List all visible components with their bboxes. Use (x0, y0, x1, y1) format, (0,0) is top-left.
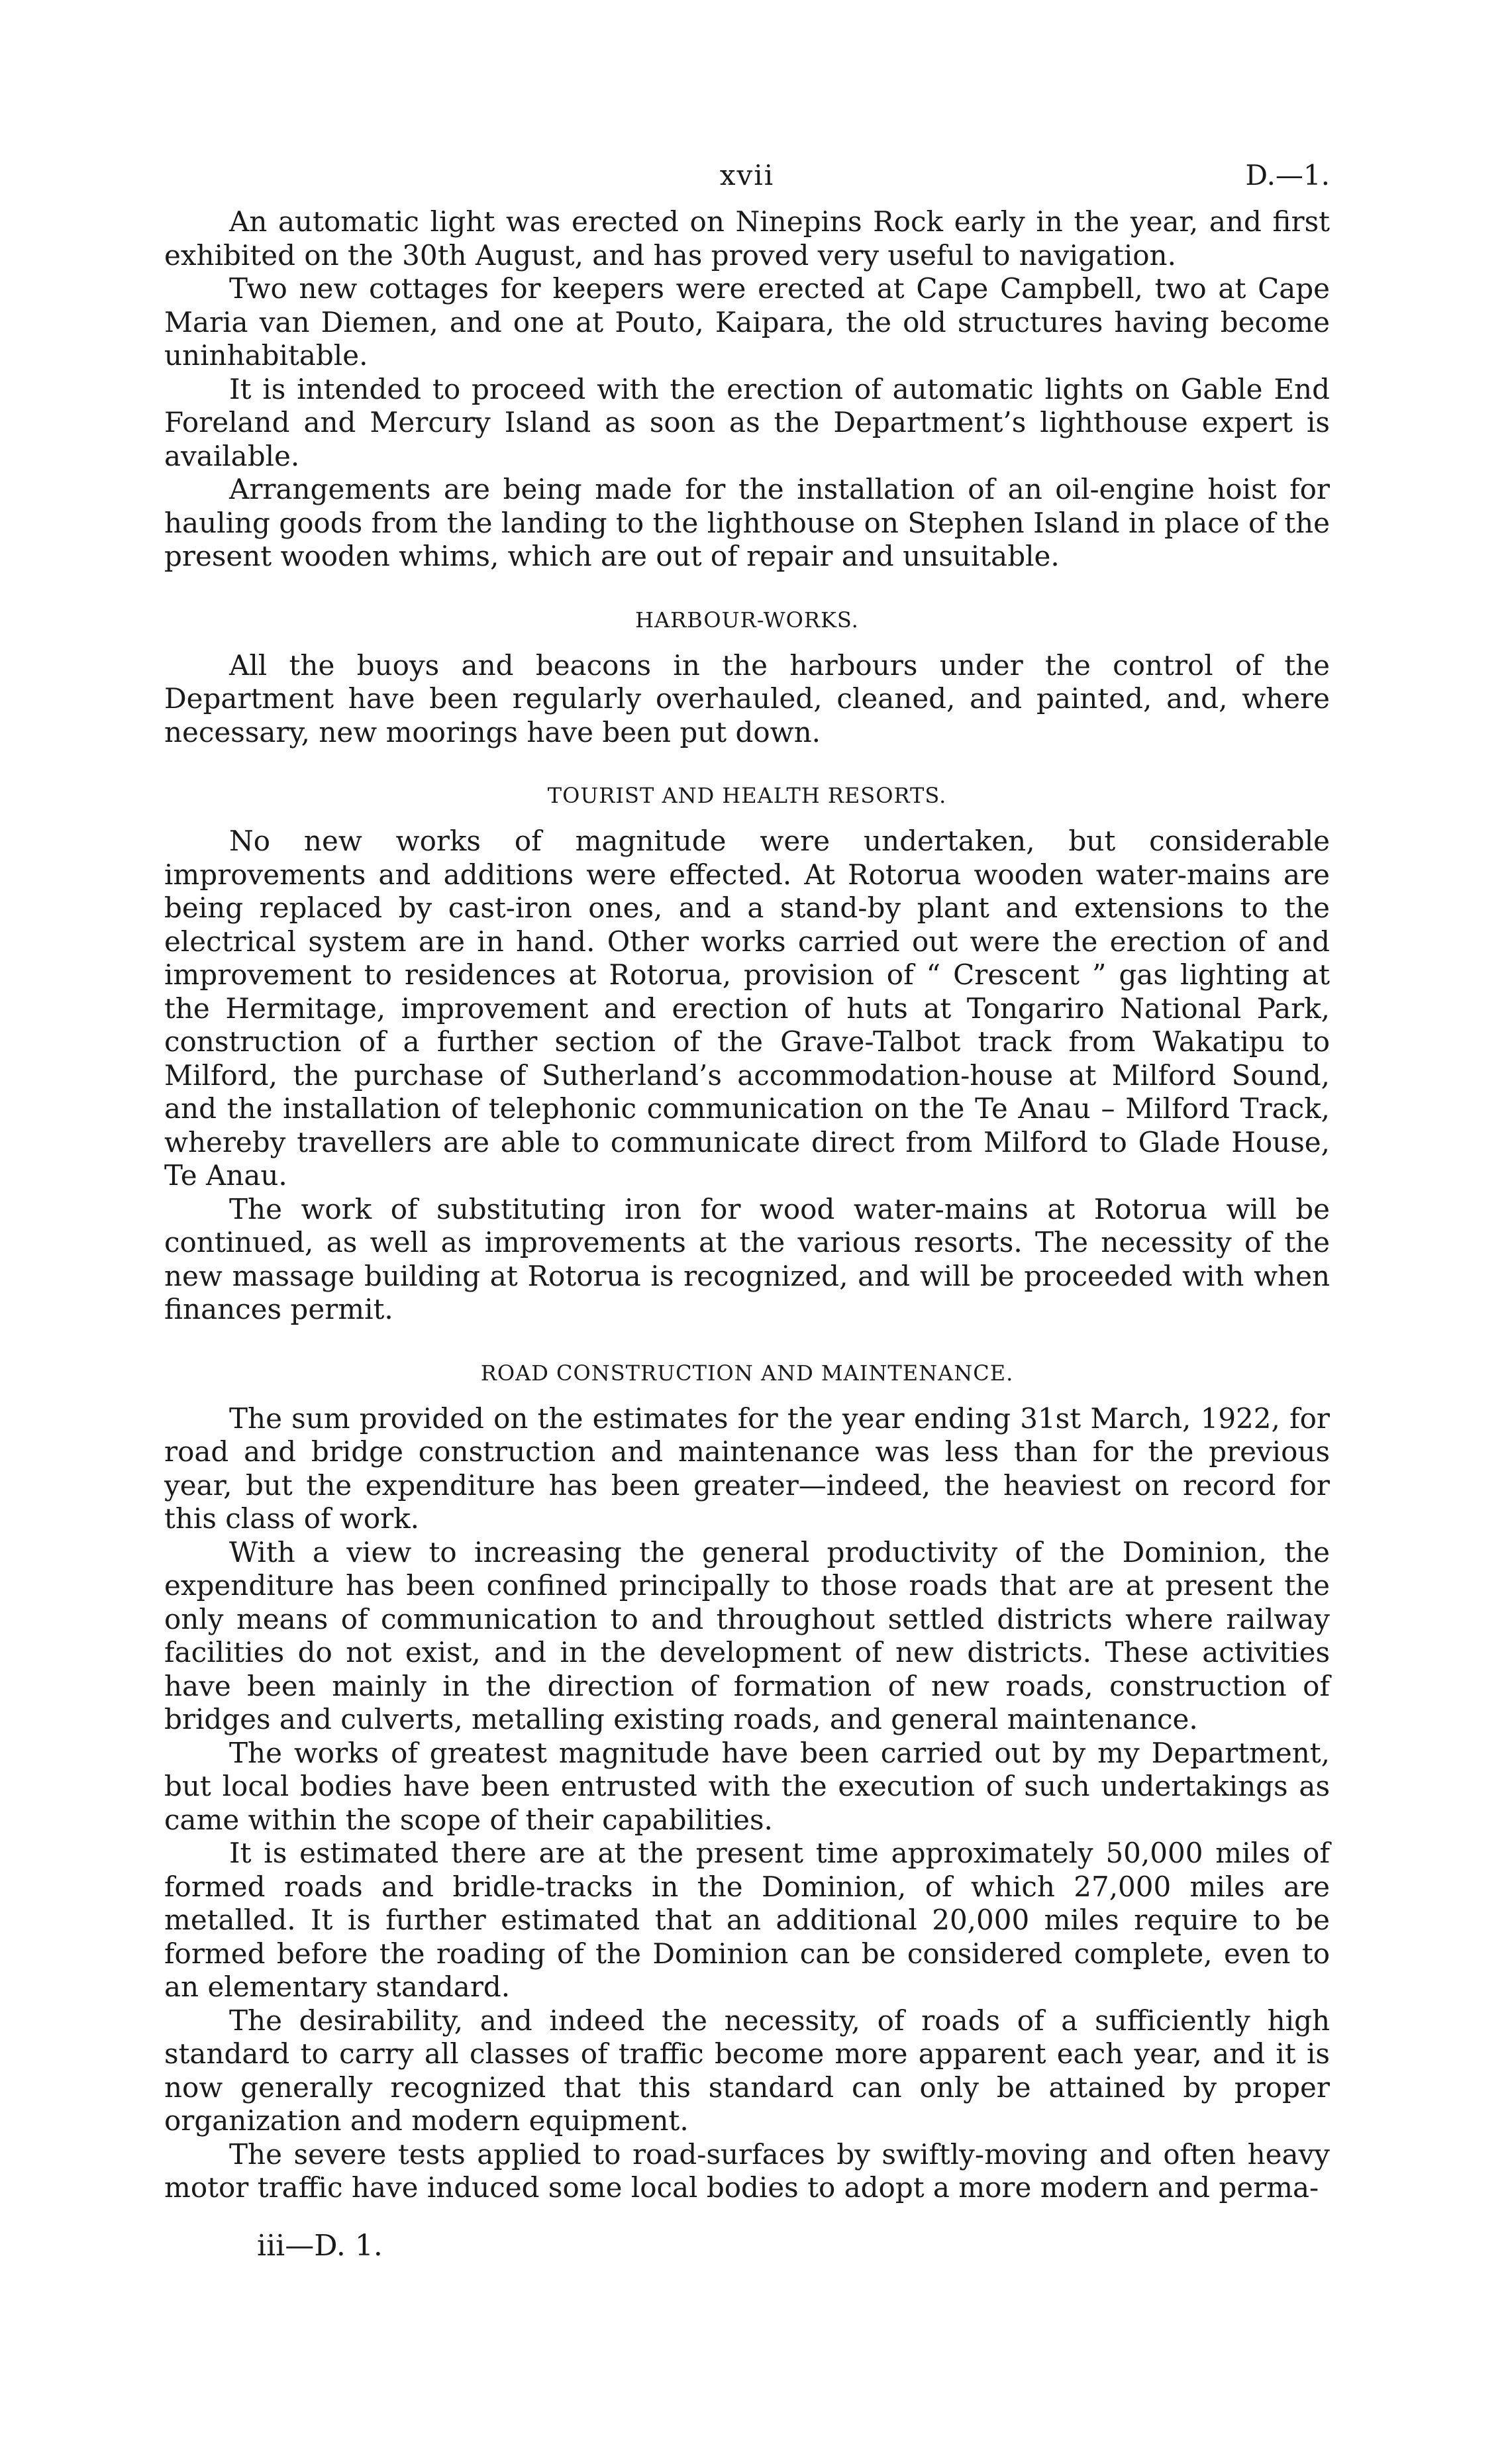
section-heading: HARBOUR-WORKS. (635, 607, 859, 633)
section-heading: ROAD CONSTRUCTION AND MAINTENANCE. (480, 1360, 1014, 1386)
paragraph: The works of greatest magnitude have been carried out by my Department, but local bodies have been entrusted with the execution of such undertakings as came within the scope of their capabilities. (164, 1736, 1330, 1836)
paragraph: All the buoys and beacons in the harbours under the control of the Department have been regularly overhauled, cleaned, and painted, and, where necessary, new moorings have been put down. (164, 648, 1330, 748)
paragraph: The sum provided on the estimates for the year ending 31st March, 1922, for road and bridge construction and maintenance was less than for the previous year, but the expenditure has been greater—indeed, the heaviest on record for this class of work. (164, 1402, 1330, 1535)
page-header (164, 159, 1330, 205)
paragraph: The desirability, and indeed the necessity, of roads of a sufficiently high standard to carry all classes of traffic become more apparent each year, and it is now generally recognized that this standard can only be attained by proper organization and modern equipment. (164, 2004, 1330, 2137)
tourist-resorts-section (164, 782, 1330, 1327)
harbour-works-section (164, 607, 1330, 750)
road-construction-section (164, 1360, 1330, 2205)
document-page (164, 159, 1330, 2305)
lighthouse-section (164, 205, 1330, 574)
paragraph: With a view to increasing the general productivity of the Dominion, the expenditure has been confined principally to those roads that are at present the only means of communication to and throughout settled districts where railway facilities do not exist, and in the development of new districts. These activities have been mainly in the direction of formation of new roads, construction of bridges and culverts, metalling existing roads, and general maintenance. (164, 1535, 1330, 1735)
paragraph: Arrangements are being made for the installation of an oil-engine hoist for hauling goods from the landing to the lighthouse on Stephen Island in place of the present wooden whims, which are out of repair and unsuitable. (164, 473, 1330, 572)
paragraph: An automatic light was erected on Ninepins Rock early in the year, and first exhibited on the 30th August, and has proved very useful to navigation. (164, 205, 1330, 272)
document-reference: D.—1. (1245, 159, 1330, 191)
paragraph: Two new cottages for keepers were erected at Cape Campbell, two at Cape Maria van Diemen, and one at Pouto, Kaipara, the old structures having become uninhabitable. (164, 272, 1330, 372)
paragraph: It is intended to proceed with the erection of automatic lights on Gable End Foreland and Mercury Island as soon as the Department’s lighthouse expert is available. (164, 372, 1330, 472)
section-heading: TOURIST AND HEALTH RESORTS. (547, 783, 947, 808)
page-number: xvii (719, 159, 775, 191)
paragraph: No new works of magnitude were undertaken, but considerable improvements and additions were effected. At Rotorua wooden water-mains are being replaced by cast-iron ones, and a stand-by plant and extensions to the electrical system are in hand. Other works carried out were the erection of and improvement to residences at Rotorua, provision of “ Crescent ” gas lighting at the Hermitage, improvement and erection of huts at Tongariro National Park, construction of a further section of the Grave-Talbot track from Wakatipu to Milford, the purchase of Sutherland’s accommodation-house at Milford Sound, and the installation of telephonic communication on the Te Anau – Milford Track, whereby travellers are able to communicate direct from Milford to Glade House, Te Anau. (164, 825, 1330, 1192)
paragraph: It is estimated there are at the present time approximately 50,000 miles of formed roads and bridle-tracks in the Dominion, of which 27,000 miles are metalled. It is further estimated that an additional 20,000 miles require to be formed before the roading of the Dominion can be considered complete, even to an elementary standard. (164, 1837, 1330, 2003)
paragraph: The work of substituting iron for wood water-mains at Rotorua will be continued, as well as improvements at the various resorts. The necessity of the new massage building at Rotorua is recognized, and will be proceeded with when finances permit. (164, 1192, 1330, 1325)
signature-mark: iii—D. 1. (257, 2228, 383, 2263)
paragraph: The severe tests applied to road-surfaces by swiftly-moving and often heavy motor traffic have induced some local bodies to adopt a more modern and perma- (164, 2137, 1330, 2204)
